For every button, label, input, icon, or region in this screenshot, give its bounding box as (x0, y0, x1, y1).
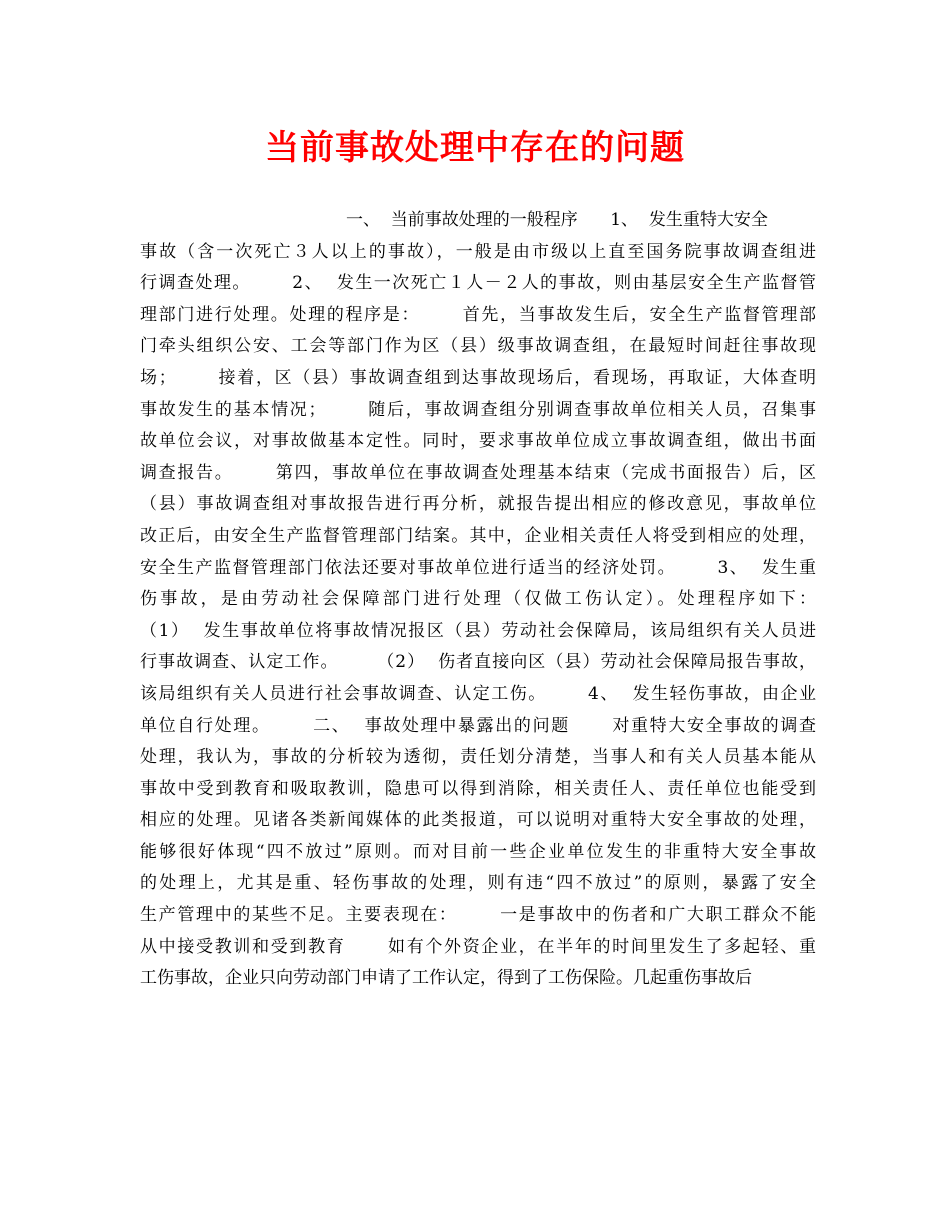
body-line: （县）事故调查组对事故报告进行再分析，就报告提出相应的修改意见，事故单位 (140, 494, 816, 515)
body-line: 事故中受到教育和吸取教训，隐患可以得到消除，相关责任人、责任单位也能受到 (140, 778, 816, 799)
document-body (140, 205, 816, 995)
body-line: 事故（含一次死亡３人以上的事故），一般是由市级以上直至国务院事故调查组进 (140, 241, 816, 262)
body-line: 故单位会议，对事故做基本定性。同时，要求事故单位成立事故调查组，做出书面 (140, 431, 816, 452)
body-line: 理部门进行处理。处理的程序是： 首先，当事故发生后，安全生产监督管理部 (140, 304, 816, 325)
body-line: 处理，我认为，事故的分析较为透彻，责任划分清楚，当事人和有关人员基本能从 (140, 747, 816, 768)
body-line: 改正后，由安全生产监督管理部门结案。其中，企业相关责任人将受到相应的处理， (140, 525, 816, 546)
body-line: 工伤事故，企业只向劳动部门申请了工作认定，得到了工伤保险。几起重伤事故后 (140, 968, 752, 989)
body-line: 行事故调查、认定工作。 （2） 伤者直接向区（县）劳动社会保障局报告事故， (140, 652, 816, 673)
body-line: 相应的处理。见诸各类新闻媒体的此类报道，可以说明对重特大安全事故的处理， (140, 810, 816, 831)
body-line: 的处理上，尤其是重、轻伤事故的处理，则有违“四不放过”的原则，暴露了安全 (140, 873, 816, 894)
body-line: 单位自行处理。 二、 事故处理中暴露出的问题 对重特大安全事故的调查 (140, 715, 816, 736)
body-line: 生产管理中的某些不足。主要表现在： 一是事故中的伤者和广大职工群众不能 (140, 905, 816, 926)
body-line: 门牵头组织公安、工会等部门作为区（县）级事故调查组，在最短时间赶往事故现 (140, 336, 816, 357)
body-line: 该局组织有关人员进行社会事故调查、认定工伤。 4、 发生轻伤事故，由企业 (140, 683, 816, 704)
body-line: 场； 接着，区（县）事故调查组到达事故现场后，看现场，再取证，大体查明 (140, 367, 816, 388)
body-line: 事故发生的基本情况； 随后，事故调查组分别调查事故单位相关人员，召集事 (140, 399, 816, 420)
body-line: 调查报告。 第四，事故单位在事故调查处理基本结束（完成书面报告）后，区 (140, 462, 816, 483)
document-title: 当前事故处理中存在的问题 (265, 128, 685, 168)
body-line: 伤事故，是由劳动社会保障部门进行处理（仅做工伤认定）。处理程序如下： (140, 589, 816, 610)
body-line: 能够很好体现“四不放过”原则。而对目前一些企业单位发生的非重特大安全事故 (140, 841, 816, 862)
body-line: 行调查处理。 2、 发生一次死亡１人－２人的事故，则由基层安全生产监督管 (140, 273, 816, 294)
body-line: 安全生产监督管理部门依法还要对事故单位进行适当的经济处罚。 3、 发生重 (140, 557, 816, 578)
body-line: （1） 发生事故单位将事故情况报区（县）劳动社会保障局，该局组织有关人员进 (140, 620, 816, 641)
body-line: 从中接受教训和受到教育 如有个外资企业，在半年的时间里发生了多起轻、重 (140, 936, 816, 957)
body-line: 一、 当前事故处理的一般程序 1、 发生重特大安全 (346, 210, 768, 230)
